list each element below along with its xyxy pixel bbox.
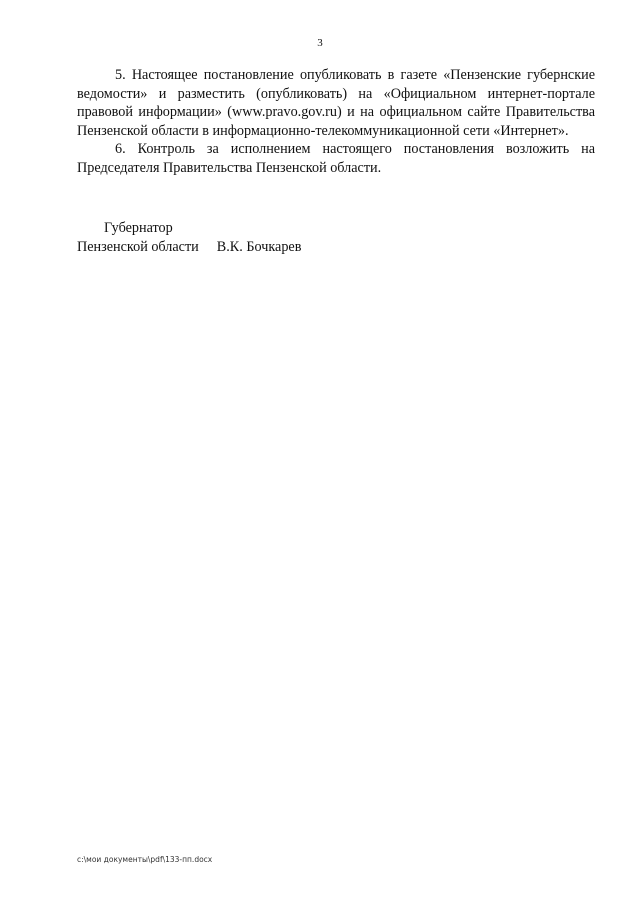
paragraph-5: 5. Настоящее постановление опубликовать в газете «Пензенские губернские ведомости» и разместить (опубликовать) на «Официальном интернет-портале правовой информации» (www.pravo.gov.ru) и на официальном сайте Правительства Пензенской области в информационно-телекоммуникационной сети «Интернет». xyxy=(77,67,595,139)
document-body xyxy=(77,66,595,177)
signer-region: Пензенской области xyxy=(77,239,199,255)
signature-block xyxy=(77,219,301,257)
signer-row xyxy=(77,238,301,257)
signer-name: В.К. Бочкарев xyxy=(216,239,302,255)
footer-file-path: c:\мои документы\pdf\133-пп.docx xyxy=(77,855,213,864)
page-number: 3 xyxy=(317,37,323,49)
signer-title: Губернатор xyxy=(104,220,173,236)
paragraph-6: 6. Контроль за исполнением настоящего постановления возложить на Председателя Правительства Пензенской области. xyxy=(77,141,595,176)
